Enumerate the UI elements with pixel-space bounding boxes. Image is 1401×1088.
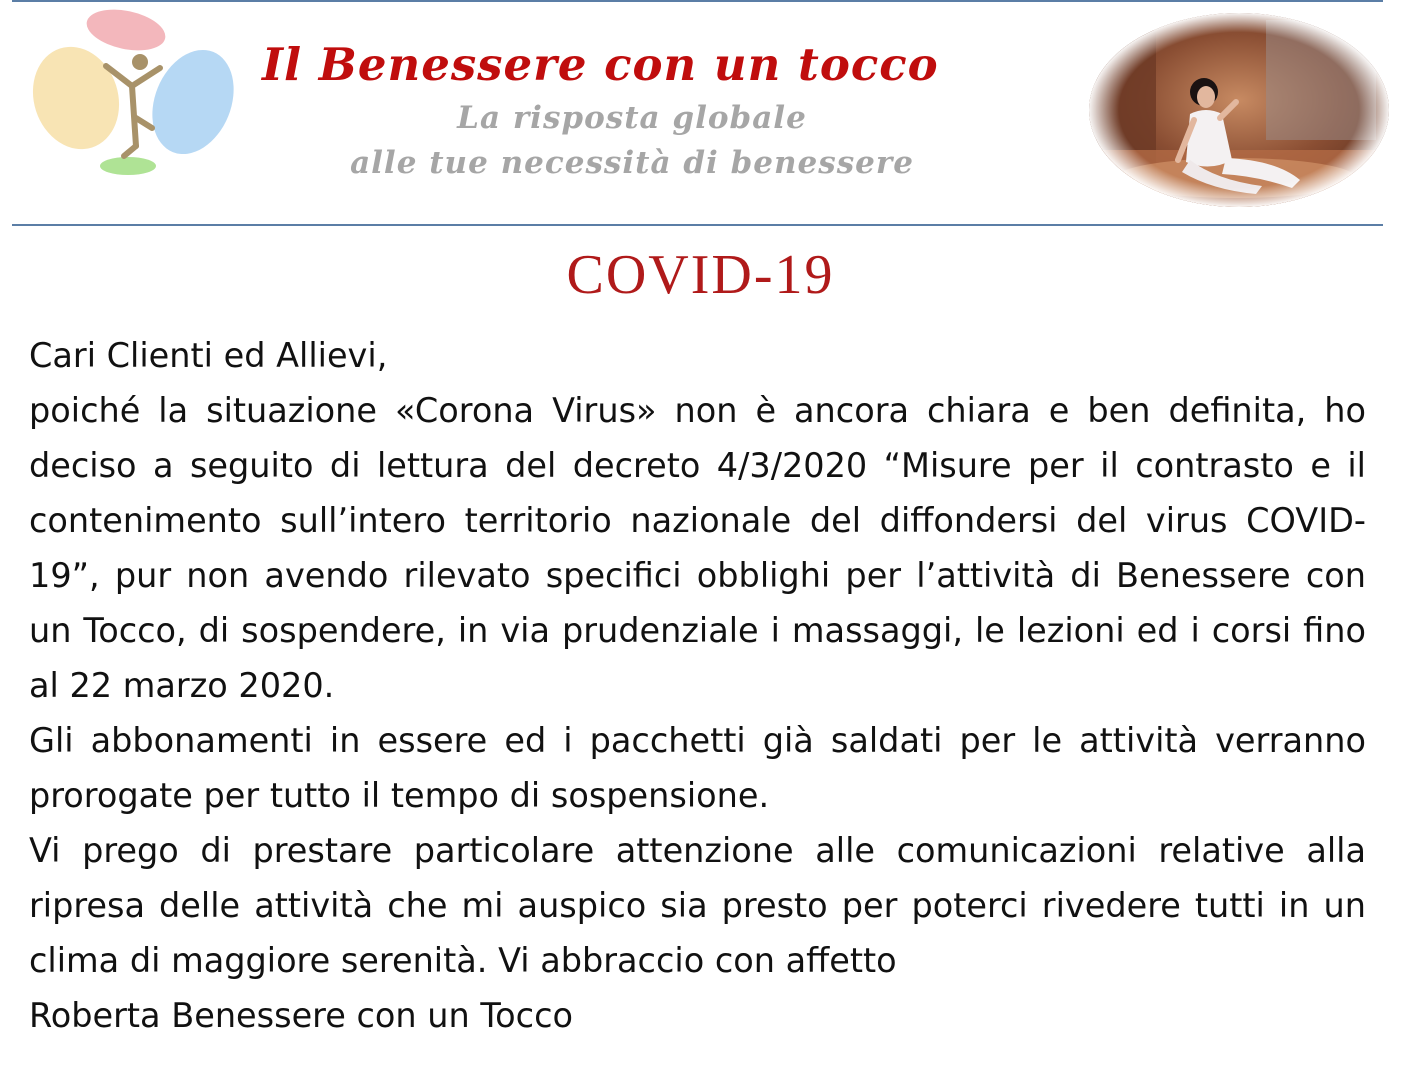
paragraph-subscriptions: Gli abbonamenti in essere ed i pacchetti già saldati per le attività verranno prorogate per tutto il tempo di sospensione.: [29, 721, 1366, 815]
woman-seated-photo: [1086, 10, 1392, 210]
logo-figure-head: [132, 54, 148, 70]
tagline-line-2: alle tue necessità di benessere: [350, 145, 914, 181]
logo-petal-pink: [83, 6, 169, 57]
notice-body: [29, 328, 1366, 1043]
paragraph-suspension: poiché la situazione «Corona Virus» non è ancora chiara e ben definita, ho deciso a seguito di lettura del decreto 4/3/2020 “Misure per il contrasto e il contenimento sull’intero territorio nazionale del diffondersi del virus COVID-19”, pur non avendo rilevato specifici obblighi per l’attività di Benessere con un Tocco, di sospendere, in via prudenziale i massaggi, le lezioni ed i corsi fino al 22 marzo 2020.: [29, 391, 1366, 705]
salutation: Cari Clienti ed Allievi,: [29, 336, 388, 375]
dancing-figure-logo-icon: [28, 6, 238, 184]
paragraph-communications: Vi prego di prestare particolare attenzione alle comunicazioni relative alla ripresa delle attività che mi auspico sia presto per poterci rivedere tutti in un clima di maggiore serenità. Vi abbraccio con affetto: [29, 831, 1366, 980]
logo-petal-yellow: [28, 36, 132, 161]
notice-heading: COVID-19: [566, 244, 835, 306]
logo-petal-green: [100, 157, 156, 175]
top-divider: [12, 0, 1383, 2]
signature: Roberta Benessere con un Tocco: [29, 996, 573, 1035]
header-divider: [12, 224, 1383, 226]
logo-petal-blue: [138, 38, 238, 167]
brand-title: Il Benessere con un tocco: [262, 38, 939, 91]
tagline-line-1: La risposta globale: [457, 100, 807, 136]
